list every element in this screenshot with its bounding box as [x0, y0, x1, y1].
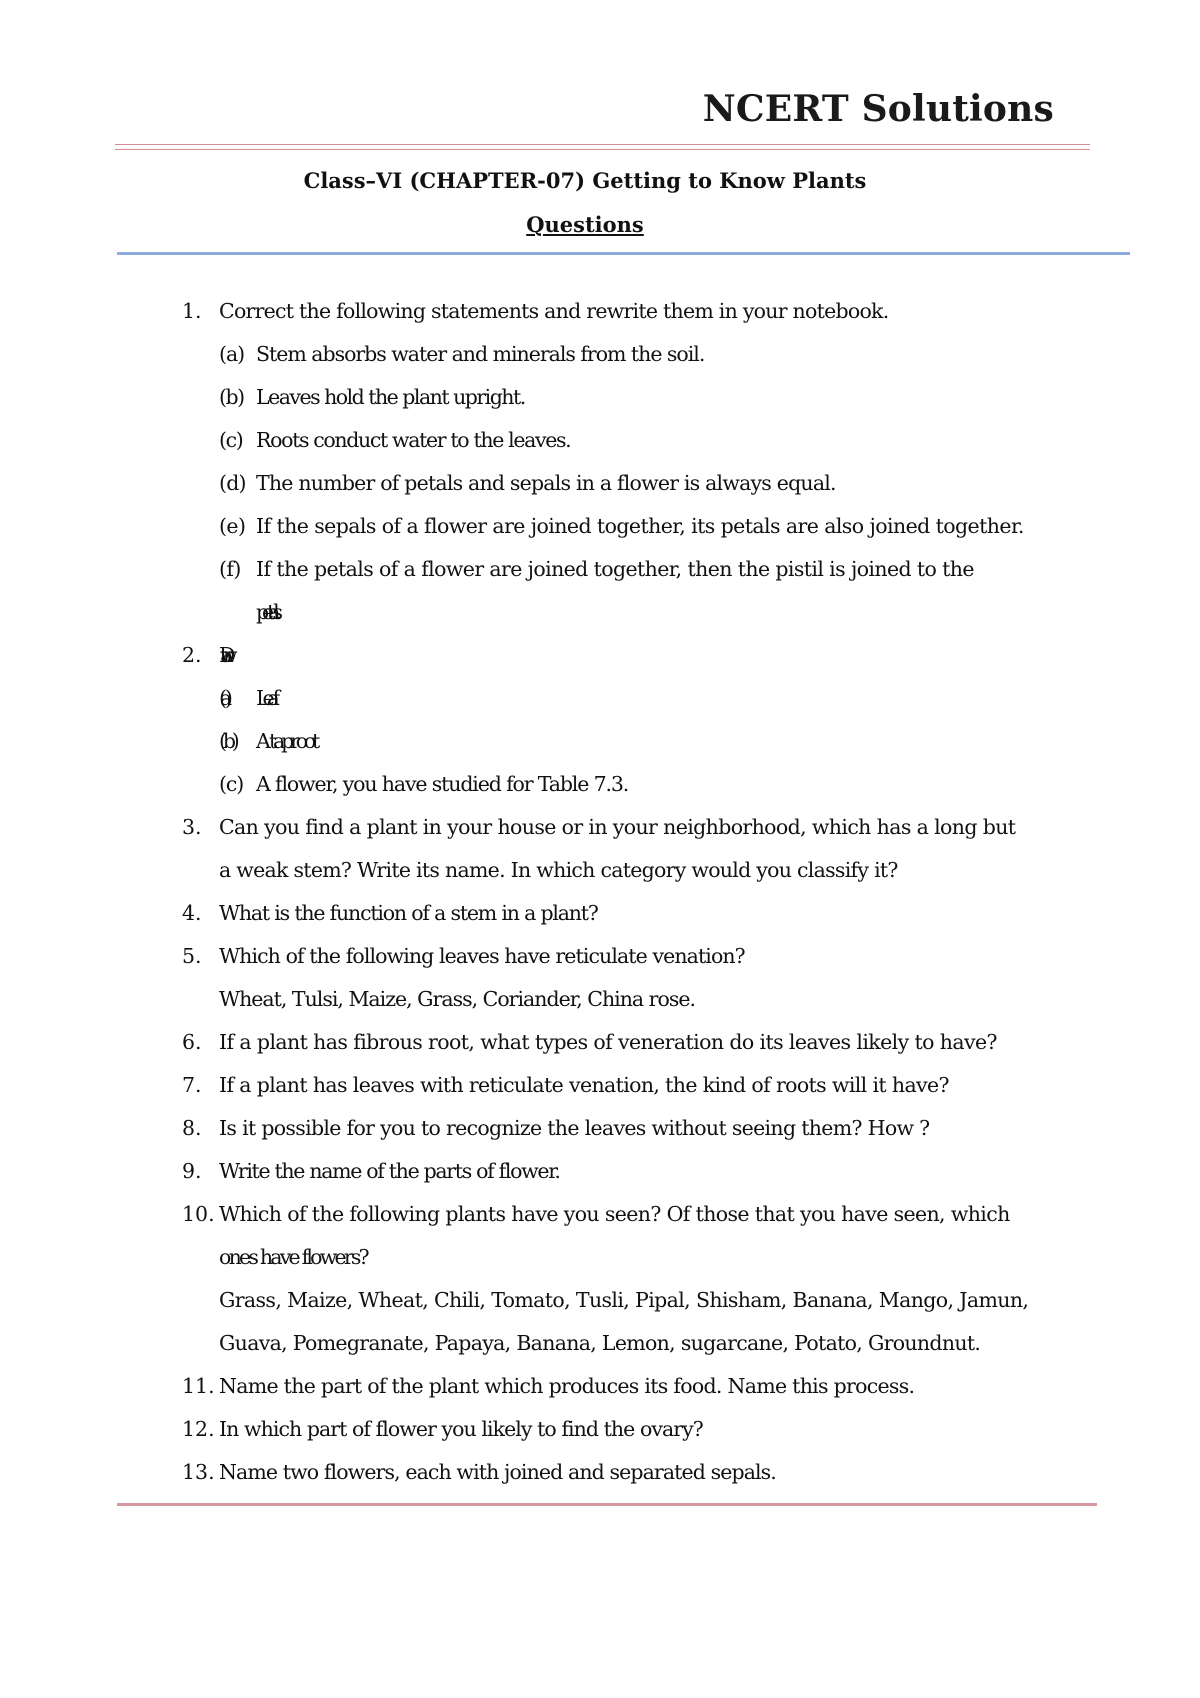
- question-number: 13.: [182, 1460, 215, 1484]
- question-number: 6.: [182, 1030, 202, 1054]
- question-text-line: If a plant has leaves with reticulate venation, the kind of roots will it have?: [219, 1073, 949, 1097]
- sub-question-line: [0, 720, 1200, 763]
- sub-question-line: [0, 591, 1200, 634]
- question-item: [0, 1021, 1200, 1064]
- question-item: [0, 1064, 1200, 1107]
- chapter-title: Class–VI (CHAPTER-07) Getting to Know Plants: [303, 168, 867, 193]
- question-item: [0, 290, 1200, 634]
- question-item: [0, 1408, 1200, 1451]
- question-text-line: Grass, Maize, Wheat, Chili, Tomato, Tusli, Pipal, Shisham, Banana, Mango, Jamun,: [219, 1288, 1029, 1312]
- header-rule-lower: [115, 149, 1090, 150]
- question-number: 5.: [182, 944, 202, 968]
- sub-question-text: A flower, you have studied for Table 7.3.: [256, 772, 629, 796]
- sub-question-text: The number of petals and sepals in a flower is always equal.: [256, 471, 836, 495]
- sub-question-text: Leaf: [256, 686, 273, 710]
- sub-question-line: [0, 677, 1200, 720]
- sub-question-label: (a): [219, 686, 226, 710]
- question-number: 2.: [182, 643, 202, 667]
- question-number: 11.: [182, 1374, 215, 1398]
- question-text-line: If a plant has fibrous root, what types of veneration do its leaves likely to have?: [219, 1030, 997, 1054]
- question-list: [0, 290, 1200, 1494]
- sub-question-text: If the petals of a flower are joined together, then the pistil is joined to the: [256, 557, 974, 581]
- sub-question-text: If the sepals of a flower are joined together, its petals are also joined together.: [256, 514, 1024, 538]
- question-number: 9.: [182, 1159, 202, 1183]
- sub-question-text: A taproot: [256, 729, 317, 753]
- question-text-line: Name two flowers, each with joined and separated sepals.: [219, 1460, 776, 1484]
- sub-question-label: (d): [219, 471, 246, 495]
- question-text-line: Is it possible for you to recognize the leaves without seeing them? How ?: [219, 1116, 930, 1140]
- header-rule-upper: [115, 144, 1090, 145]
- question-item: [0, 1150, 1200, 1193]
- question-text-line: Wheat, Tulsi, Maize, Grass, Coriander, China rose.: [219, 987, 695, 1011]
- question-number: 8.: [182, 1116, 202, 1140]
- section-heading: Questions: [526, 212, 644, 237]
- question-number: 4.: [182, 901, 202, 925]
- question-text-line: Write the name of the parts of flower.: [219, 1159, 560, 1183]
- sub-question-label: (f): [219, 557, 241, 581]
- sub-question-text: petals.: [256, 600, 276, 624]
- sub-question-text: Leaves hold the plant upright.: [256, 385, 525, 409]
- question-text-line: Correct the following statements and rewrite them in your notebook.: [219, 299, 889, 323]
- sub-question-line: [0, 333, 1200, 376]
- sub-question-line: [0, 419, 1200, 462]
- question-text-line: a weak stem? Write its name. In which category would you classify it?: [219, 858, 898, 882]
- question-text-line: ones have flowers?: [219, 1245, 367, 1269]
- question-text-line: Draw: [219, 643, 226, 667]
- question-number: 1.: [182, 299, 202, 323]
- question-item: [0, 1365, 1200, 1408]
- sub-question-label: (c): [219, 428, 243, 452]
- question-text-line: Which of the following leaves have reticulate venation?: [219, 944, 745, 968]
- question-text-line: Name the part of the plant which produces its food. Name this process.: [219, 1374, 915, 1398]
- question-item: [0, 1193, 1200, 1365]
- sub-question-line: [0, 763, 1200, 806]
- sub-question-text: Stem absorbs water and minerals from the soil.: [256, 342, 705, 366]
- sub-question-label: (b): [219, 385, 244, 409]
- sub-question-label: (b): [219, 729, 236, 753]
- sub-question-line: [0, 376, 1200, 419]
- sub-question-label: (a): [219, 342, 245, 366]
- sub-question-label: (e): [219, 514, 246, 538]
- heading-divider: [117, 252, 1130, 255]
- question-item: [0, 892, 1200, 935]
- question-text-line: What is the function of a stem in a plant?: [219, 901, 598, 925]
- question-item: [0, 1107, 1200, 1150]
- brand-title: NCERT Solutions: [702, 88, 1054, 130]
- question-item: [0, 935, 1200, 1021]
- footer-rule: [117, 1503, 1097, 1506]
- question-number: 7.: [182, 1073, 202, 1097]
- question-item: [0, 806, 1200, 892]
- question-text-line: Can you find a plant in your house or in your neighborhood, which has a long but: [219, 815, 1016, 839]
- sub-question-line: [0, 505, 1200, 548]
- question-text-line: Which of the following plants have you seen? Of those that you have seen, which: [219, 1202, 1010, 1226]
- question-number: 10.: [182, 1202, 215, 1226]
- question-number: 3.: [182, 815, 202, 839]
- question-item: [0, 1451, 1200, 1494]
- sub-question-line: [0, 462, 1200, 505]
- sub-question-line: [0, 548, 1200, 591]
- sub-question-text: Roots conduct water to the leaves.: [256, 428, 571, 452]
- sub-question-label: (c): [219, 772, 244, 796]
- question-number: 12.: [182, 1417, 215, 1441]
- question-text-line: In which part of flower you likely to find the ovary?: [219, 1417, 703, 1441]
- question-text-line: Guava, Pomegranate, Papaya, Banana, Lemon, sugarcane, Potato, Groundnut.: [219, 1331, 981, 1355]
- question-item: [0, 634, 1200, 806]
